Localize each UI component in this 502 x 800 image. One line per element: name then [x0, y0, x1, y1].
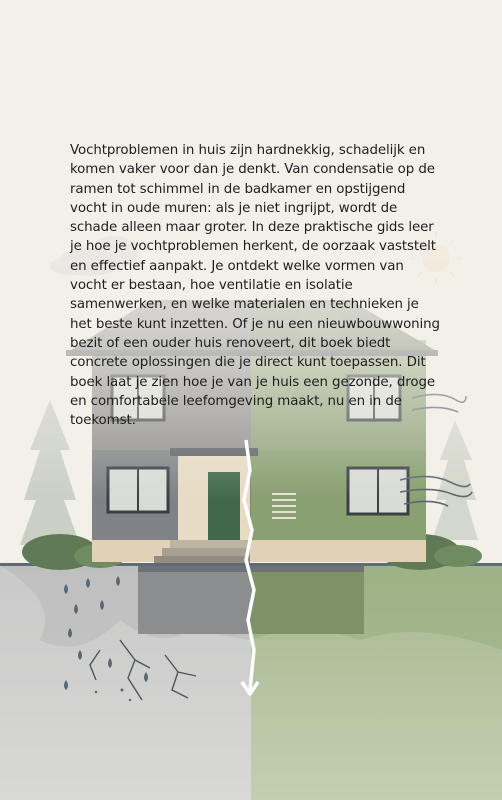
- blurb-text: Vochtproblemen in huis zijn hardnekkig, schadelijk en komen vaker voor dan je denkt. Van condensatie op de ramen tot schimmel in de badkamer en opstijgend vocht in oude muren: als je niet ingrijpt, wordt de schade alleen maar groter. In deze praktische gids leer je hoe je vochtproblemen herkent, de oorzaak vaststelt en effectief aanpakt. Je ontdekt welke vormen van vocht er bestaan, hoe ventilatie en isolatie samenwerken, en welke materialen en technieken je het beste kunt inzetten. Of je nu een nieuwbouwwoning bezit of een ouder huis renoveert, dit boek biedt concrete oplossingen die je direct kunt toepassen. Dit boek laat je zien hoe je van je huis een gezonde, droge en comfortabele leefomgeving maakt, nu en in de toekomst.: [70, 143, 440, 429]
